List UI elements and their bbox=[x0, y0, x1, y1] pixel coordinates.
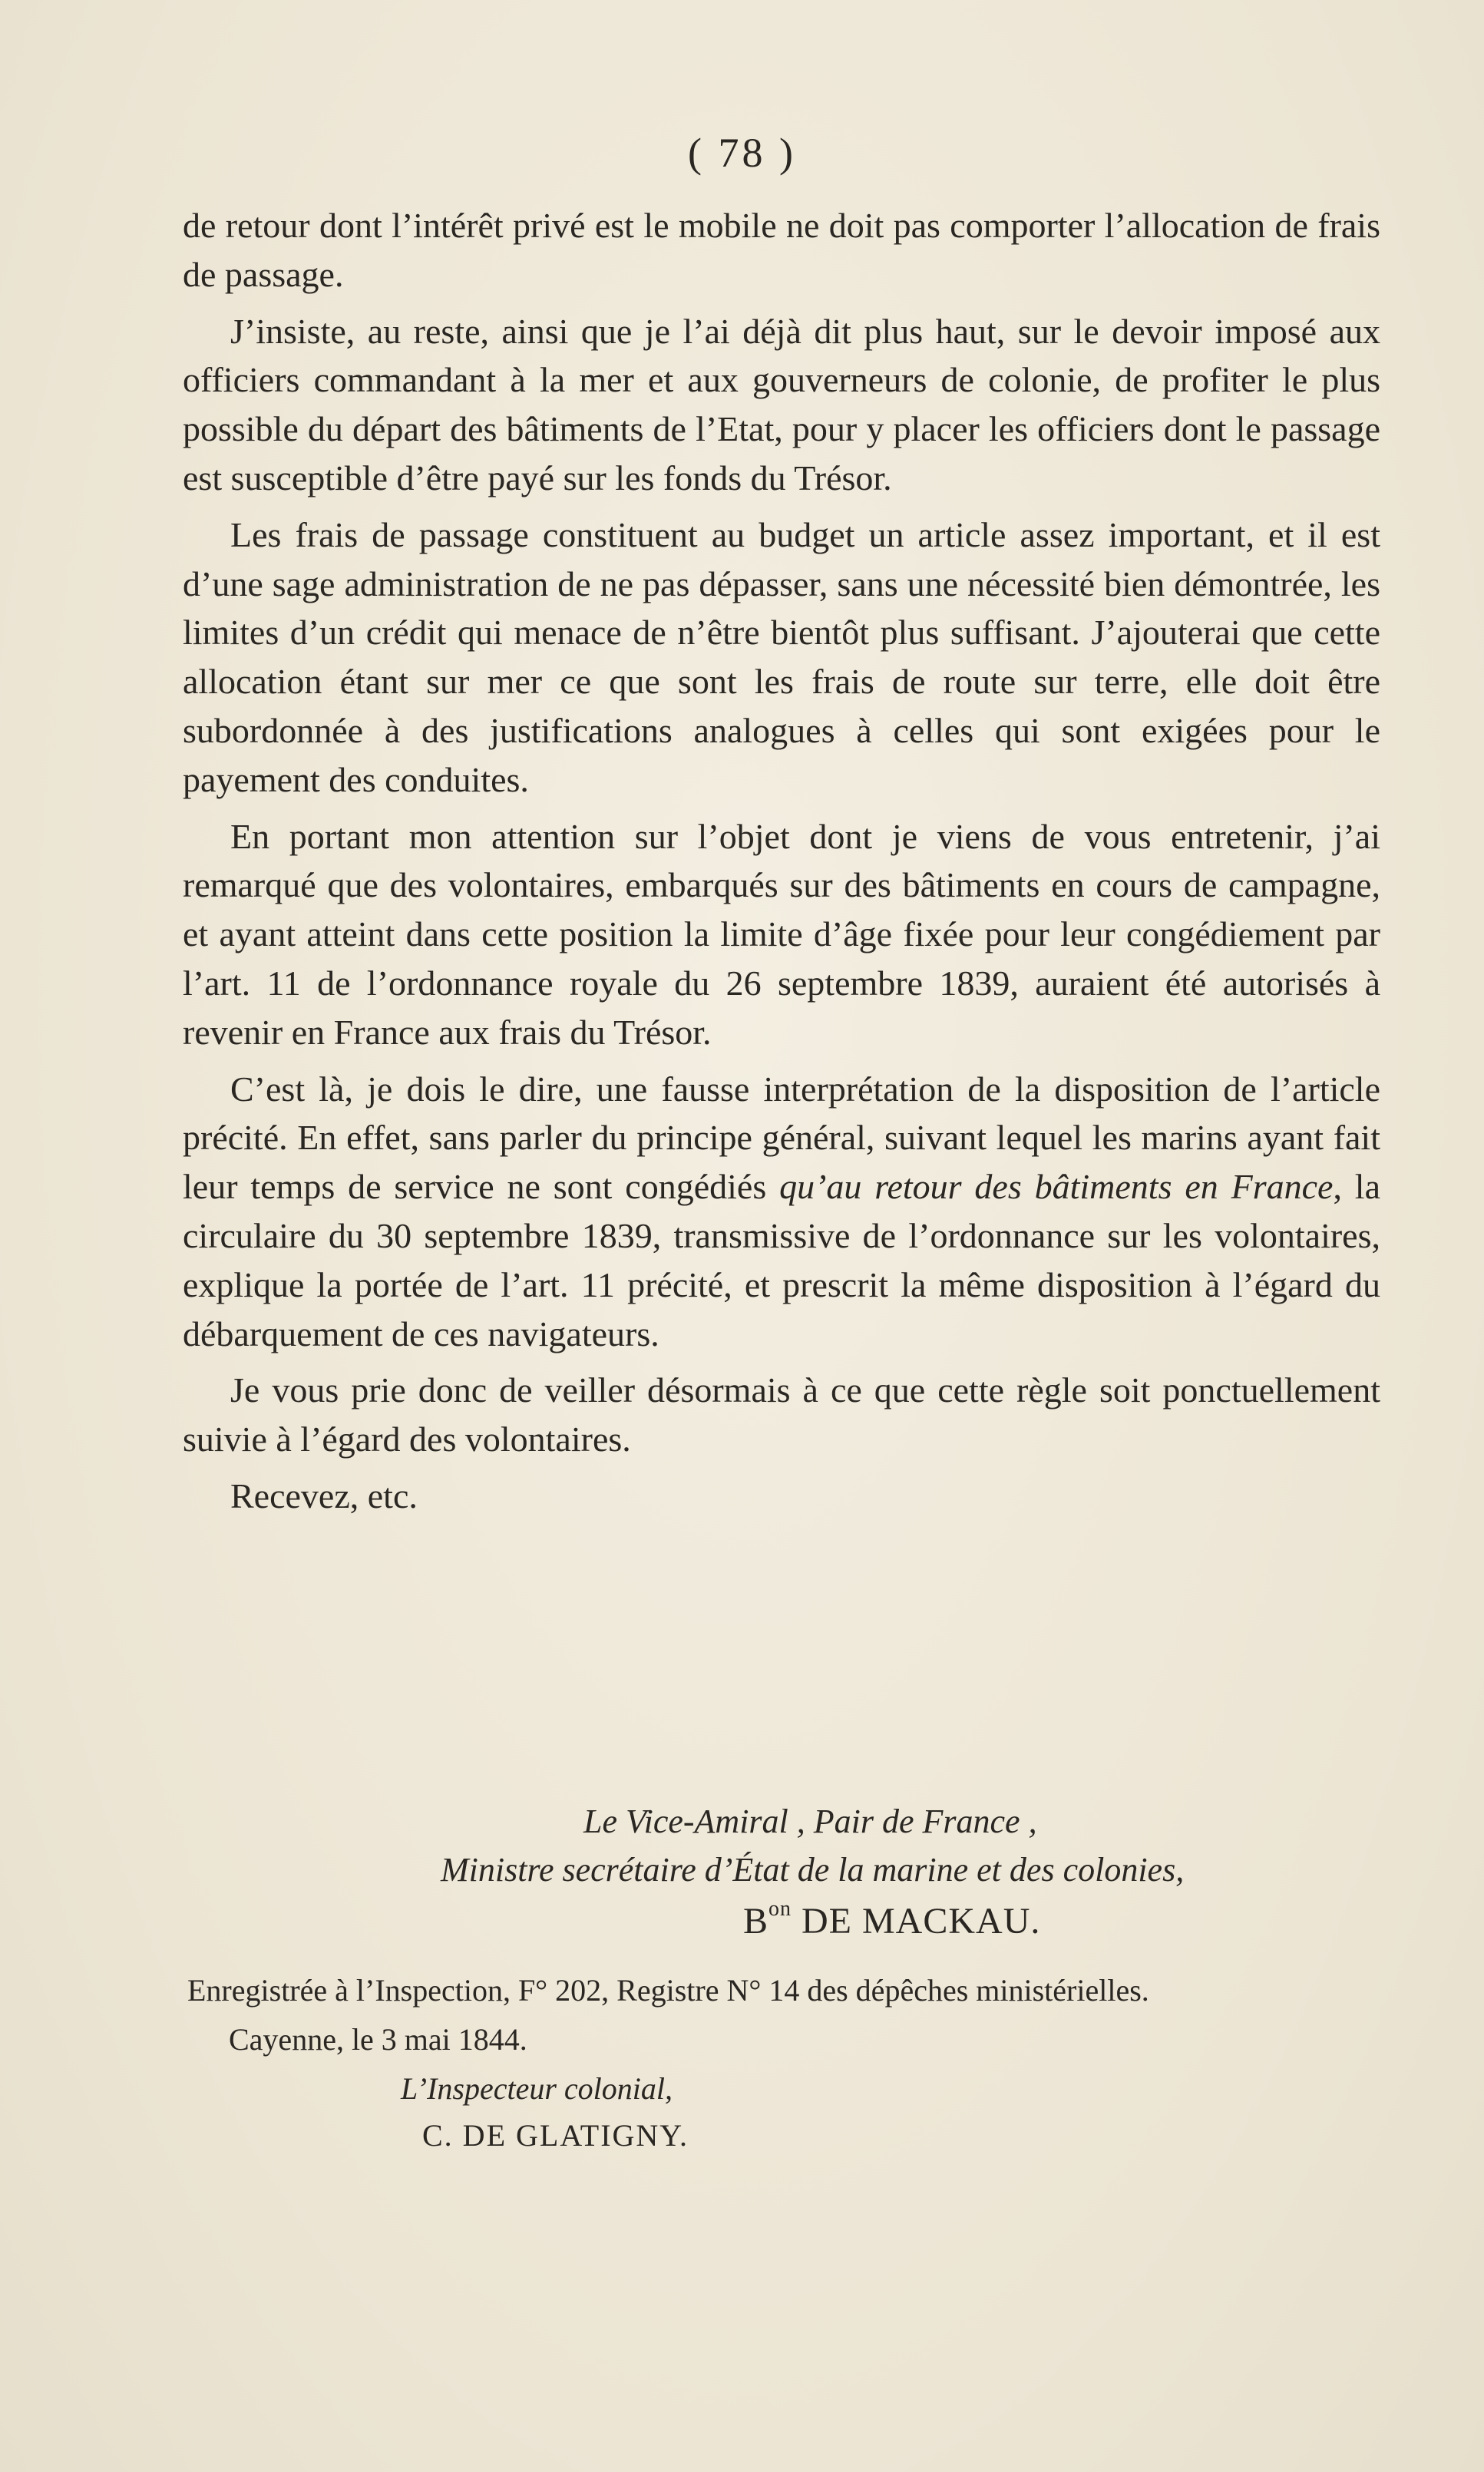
registration-line: Enregistrée à l’Inspection, F° 202, Registre N° 14 des dépêches ministérielles. bbox=[187, 1973, 1149, 2008]
inspector-name: C. DE GLATIGNY. bbox=[422, 2118, 689, 2153]
paragraph-5 bbox=[183, 1065, 1380, 1359]
paragraph-3: Les frais de passage constituent au budget un article assez important, et il est d’une sage administration de ne pas dépasser, sans une nécessité bien démontrée, les limites d’un crédit qui menace de n’être bientôt plus suffisant. J’ajouterai que cette allocation étant sur mer ce que sont les frais de route sur terre, elle doit être subordonnée à des justifications analogues à celles qui sont exigées pour le payement des conduites. bbox=[183, 514, 1380, 799]
paragraph-5-italic: qu’au retour des bâtiments en France bbox=[779, 1167, 1334, 1207]
place-date: Cayenne, le 3 mai 1844. bbox=[229, 2022, 527, 2057]
letter-body bbox=[183, 201, 1380, 1521]
inspector-title: L’Inspecteur colonial, bbox=[401, 2071, 673, 2106]
salutation: Recevez, etc. bbox=[230, 1476, 418, 1515]
page-number: ( 78 ) bbox=[688, 130, 796, 176]
signature-name-text: DE MACKAU. bbox=[801, 1901, 1041, 1942]
paragraph-1: de retour dont l’intérêt privé est le mobile ne doit pas comporter l’allocation de frais de passage. bbox=[183, 206, 1380, 294]
signature-title-line-2: Ministre secrétaire d’État de la marine et des colonies, bbox=[441, 1851, 1185, 1889]
paragraph-2: J’insiste, au reste, ainsi que je l’ai déjà dit plus haut, sur le devoir imposé aux officiers commandant à la mer et aux gouverneurs de colonie, de profiter le plus possible du départ des bâtiments de l’Etat, pour y placer les officiers dont le passage est susceptible d’être payé sur les fonds du Trésor. bbox=[183, 311, 1380, 497]
paragraph-5-text-before: C’est là, je dois le dire, une fausse interprétation de la disposition de l’article précité. En effet, sans parler du principe général, suivant lequel les marins ayant fait leur temps de service ne sont congédiés bbox=[183, 1069, 1380, 1207]
paragraph-5-text-after: , la circulaire du 30 septembre 1839, transmissive de l’ordonnance sur les volontaires, explique la portée de l’art. 11 précité, et prescrit la même disposition à l’égard du débarquement de ces navigateurs. bbox=[183, 1167, 1381, 1353]
paragraph-4: En portant mon attention sur l’objet dont je viens de vous entretenir, j’ai remarqué que des volontaires, embarqués sur des bâtiments en cours de campagne, et ayant atteint dans cette position la limite d’âge fixée pour leur congédiement par l’art. 11 de l’ordonnance royale du 26 septembre 1839, auraient été autorisés à revenir en France aux frais du Trésor. bbox=[183, 816, 1380, 1052]
paragraph-6: Je vous prie donc de veiller désormais à ce que cette règle soit ponctuellement suivie à l’égard des volontaires. bbox=[183, 1370, 1380, 1459]
signature-name-prefix-sup: on bbox=[768, 1897, 792, 1921]
signature-name-prefix: B bbox=[743, 1901, 769, 1942]
signature-title-line-1: Le Vice-Amiral , Pair de France , bbox=[583, 1803, 1037, 1840]
signature-name bbox=[743, 1897, 1041, 1942]
